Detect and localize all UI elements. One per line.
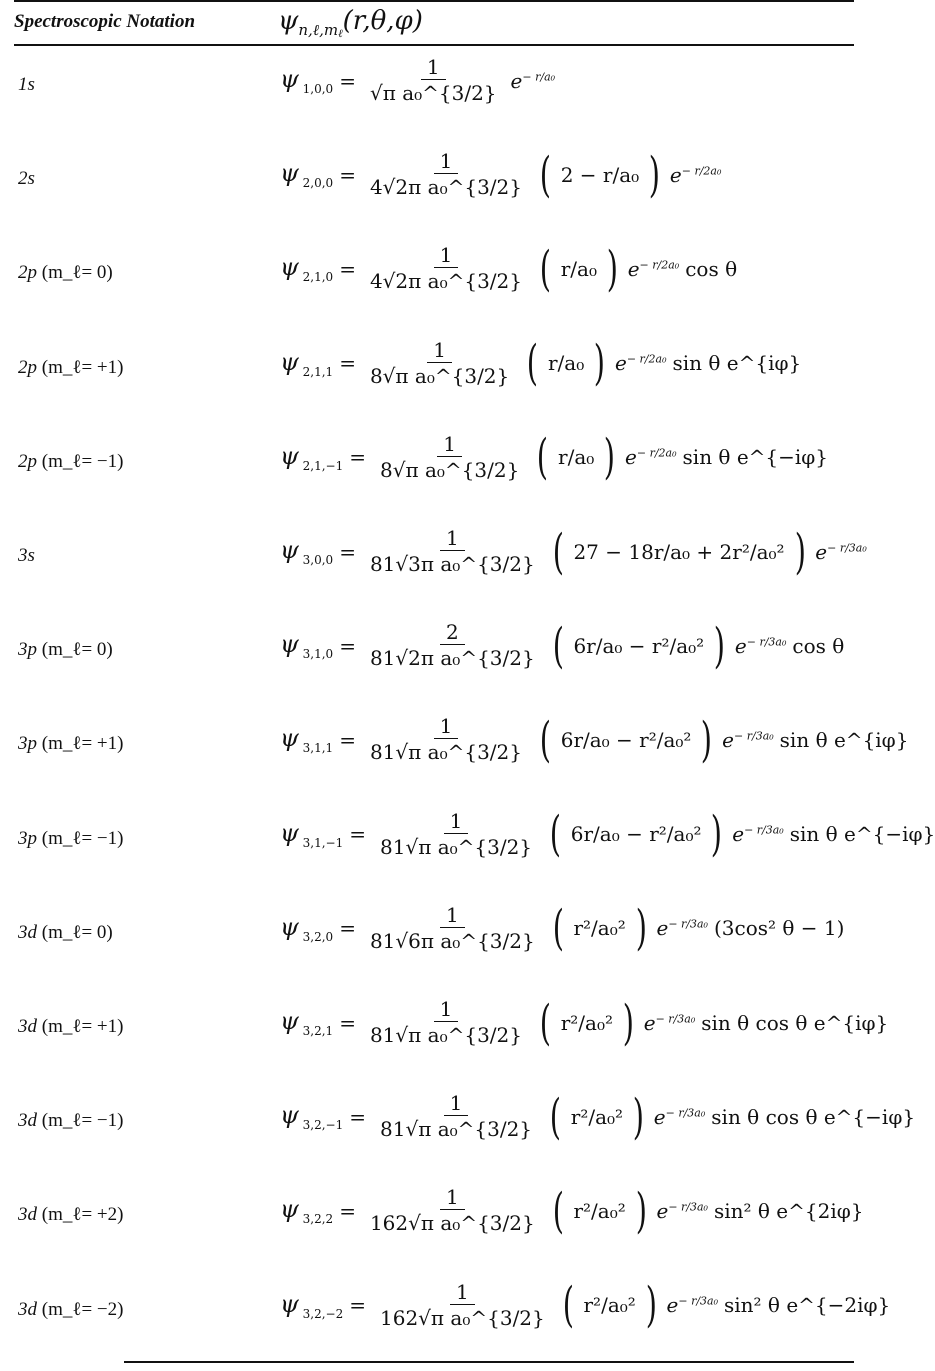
orbital-label: [18, 357, 123, 379]
left-paren: (: [549, 1088, 562, 1145]
coefficient-numerator: 1: [440, 904, 465, 928]
psi-symbol: ψ $_{3,1,-1}$: [280, 818, 344, 850]
exponential-factor: $e^{- r/3a_0}$: [666, 1293, 719, 1318]
coefficient-numerator: 1: [421, 56, 446, 80]
left-paren: (: [549, 806, 562, 863]
right-paren: ): [711, 806, 723, 863]
orbital-name: 3d: [18, 1298, 37, 1320]
coefficient-denominator: 81√π a₀^{3/2}: [380, 1117, 533, 1142]
equals-sign: =: [349, 822, 366, 847]
exponential-factor: $e^{- r/2a_0}$: [627, 256, 680, 281]
orbital-label: [18, 262, 113, 284]
orbital-label: [18, 1204, 123, 1226]
coefficient-numerator: 1: [444, 1092, 469, 1116]
table-row: [0, 521, 892, 617]
wavefunction-equation: [280, 523, 867, 580]
coefficient-numerator: 1: [437, 433, 462, 457]
left-paren: (: [539, 240, 551, 297]
equals-sign: =: [339, 162, 356, 187]
radial-factor: 2 − r/a₀: [560, 162, 640, 187]
radial-factor: r/a₀: [558, 445, 595, 470]
header-wavefunction: [278, 6, 423, 40]
exponential-factor: $e^{- r/2a_0}$: [614, 351, 667, 376]
equals-sign: =: [349, 445, 366, 470]
coefficient-denominator: 81√6π a₀^{3/2}: [369, 928, 535, 953]
orbital-name: 3p: [18, 733, 37, 755]
right-paren: ): [713, 617, 726, 674]
right-paren: ): [632, 1088, 645, 1145]
coefficient-denominator: 81√π a₀^{3/2}: [369, 1023, 522, 1047]
orbital-label: [18, 639, 113, 661]
right-paren: ): [593, 335, 606, 392]
table-row: [0, 992, 892, 1088]
radial-factor: 27 − 18r/a₀ + 2r²/a₀²: [573, 539, 785, 564]
psi-symbol: ψ $_{2,0,0}$: [280, 159, 334, 191]
equals-sign: =: [339, 351, 356, 376]
magnetic-quantum-number: (m_ℓ= −1): [37, 1110, 124, 1132]
orbital-name: 3d: [18, 1016, 37, 1037]
coefficient-denominator: 81√2π a₀^{3/2}: [369, 646, 535, 671]
psi-symbol: ψ $_{2,1,-1}$: [280, 441, 344, 473]
coefficient-numerator: 1: [444, 810, 469, 834]
psi-symbol: ψ $_{3,0,0}$: [280, 536, 334, 567]
orbital-label: [18, 74, 35, 96]
orbital-name: 3p: [18, 827, 37, 849]
radial-factor: 6r/a₀ − r²/a₀²: [573, 633, 705, 658]
angular-factor: sin θ e^{iφ}: [672, 351, 802, 376]
wavefunction-equation: [280, 994, 889, 1051]
right-paren: ): [606, 240, 618, 297]
orbital-name: 2p: [18, 450, 37, 472]
exponential-factor: $e^{- r/3a_0}$: [653, 1104, 706, 1129]
header-psi-args: (r,θ,φ): [342, 6, 423, 36]
psi-subscript: 3,2,−1: [298, 1118, 344, 1133]
table-row: [0, 1086, 916, 1182]
equals-sign: =: [349, 1104, 366, 1129]
coefficient-denominator: 162√π a₀^{3/2}: [380, 1305, 545, 1330]
exponential-factor: $e^{- r/3a_0}$: [643, 1010, 696, 1035]
coefficient-numerator: 1: [427, 339, 452, 363]
wavefunction-equation: [280, 900, 845, 957]
coefficient-numerator: 1: [434, 150, 459, 174]
normalization-coefficient: [374, 810, 538, 859]
right-paren: ): [604, 429, 616, 486]
coefficient-numerator: 1: [434, 244, 459, 268]
left-paren: (: [552, 900, 564, 957]
orbital-name: 3s: [18, 545, 35, 566]
wavefunction-equation: [280, 146, 722, 203]
psi-symbol: ψ $_{3,1,1}$: [280, 724, 334, 756]
normalization-coefficient: [364, 56, 503, 105]
angular-factor: cos θ: [792, 633, 845, 658]
exponential-factor: $e^{- r/2a_0}$: [625, 445, 677, 470]
psi-subscript: 2,1,−1: [298, 458, 344, 473]
magnetic-quantum-number: (m_ℓ= 0): [37, 262, 113, 284]
psi-symbol: ψ $_{3,2,-1}$: [280, 1101, 344, 1133]
coefficient-denominator: 81√π a₀^{3/2}: [380, 834, 533, 859]
table-row: [0, 1180, 892, 1276]
table-row: [0, 238, 892, 334]
equals-sign: =: [339, 916, 356, 941]
wavefunction-equation: [280, 1088, 916, 1145]
orbital-name: 1s: [18, 74, 35, 95]
psi-subscript: 2,1,1: [298, 364, 334, 379]
radial-factor: r²/a₀²: [583, 1293, 636, 1318]
table-row: [0, 615, 892, 711]
psi-subscript: 3,2,0: [298, 929, 334, 944]
wavefunction-equation: [280, 711, 909, 768]
left-paren: (: [552, 617, 564, 674]
radial-factor: r²/a₀²: [570, 1104, 624, 1129]
normalization-coefficient: [364, 339, 515, 388]
orbital-label: [18, 1110, 123, 1132]
exponential-factor: $e^{- r/3a_0}$: [656, 1198, 708, 1223]
angular-factor: sin² θ e^{2iφ}: [713, 1198, 864, 1223]
radial-factor: r²/a₀²: [573, 1198, 626, 1223]
angular-factor: cos θ: [685, 256, 738, 281]
coefficient-denominator: 81√3π a₀^{3/2}: [369, 552, 535, 576]
angular-factor: sin θ cos θ e^{iφ}: [701, 1010, 889, 1035]
coefficient-numerator: 1: [450, 1281, 475, 1305]
wavefunction-equation: [280, 240, 738, 297]
orbital-name: 3p: [18, 639, 37, 661]
exponential-factor: $e^{- r/3a_0}$: [656, 916, 708, 941]
psi-symbol: ψ $_{3,2,-2}$: [280, 1289, 344, 1321]
orbital-label: [18, 733, 123, 755]
left-paren: (: [562, 1277, 574, 1334]
equals-sign: =: [339, 727, 356, 752]
psi-symbol: ψ $_{1,0,0}$: [280, 65, 334, 96]
normalization-coefficient: [364, 244, 528, 293]
coefficient-denominator: 8√π a₀^{3/2}: [380, 457, 520, 482]
psi-subscript: 1,0,0: [298, 81, 334, 96]
magnetic-quantum-number: (m_ℓ= +1): [37, 356, 124, 378]
normalization-coefficient: [364, 621, 541, 670]
coefficient-numerator: 2: [440, 621, 465, 645]
orbital-label: [18, 168, 35, 190]
orbital-name: 2p: [18, 262, 37, 284]
psi-subscript: 3,1,−1: [298, 835, 344, 850]
wavefunction-equation: [280, 56, 555, 105]
orbital-name: 3d: [18, 1110, 37, 1132]
psi-symbol: ψ $_{3,2,0}$: [280, 912, 334, 944]
magnetic-quantum-number: (m_ℓ= −1): [37, 827, 124, 849]
wavefunction-equation: [280, 335, 802, 392]
psi-subscript: 3,2,1: [298, 1023, 334, 1038]
coefficient-denominator: 4√2π a₀^{3/2}: [369, 269, 522, 294]
wavefunction-equation: [280, 1277, 891, 1334]
left-paren: (: [552, 1182, 564, 1239]
left-paren: (: [539, 146, 551, 203]
radial-factor: 6r/a₀ − r²/a₀²: [560, 727, 692, 752]
magnetic-quantum-number: (m_ℓ= +2): [37, 1204, 124, 1226]
psi-subscript: 3,0,0: [298, 552, 334, 567]
exponential-factor: $e^{- r/3a_0}$: [734, 633, 787, 658]
table-row: [0, 1275, 892, 1371]
angular-factor: sin² θ e^{−2iφ}: [724, 1293, 891, 1318]
orbital-name: 2p: [18, 356, 37, 378]
magnetic-quantum-number: (m_ℓ= +1): [37, 733, 124, 755]
right-paren: ): [701, 711, 713, 768]
angular-factor: sin θ cos θ e^{−iφ}: [711, 1104, 916, 1129]
orbital-label: [18, 828, 123, 850]
table-row: [0, 709, 909, 805]
orbital-name: 3d: [18, 921, 37, 943]
psi-symbol: ψ $_{3,1,0}$: [280, 630, 334, 662]
equals-sign: =: [349, 1293, 366, 1318]
table-row: [0, 427, 892, 523]
left-paren: (: [527, 335, 539, 392]
table-row: [0, 50, 892, 146]
header-notation: Spectroscopic Notation: [14, 11, 196, 32]
equals-sign: =: [339, 633, 356, 658]
normalization-coefficient: [374, 1281, 551, 1330]
right-paren: ): [648, 146, 661, 203]
orbital-name: 2s: [18, 168, 35, 190]
coefficient-denominator: 8√π a₀^{3/2}: [369, 363, 510, 388]
magnetic-quantum-number: (m_ℓ= −1): [37, 450, 124, 472]
normalization-coefficient: [364, 150, 528, 199]
left-paren: (: [539, 711, 551, 768]
header-psi: ψ: [278, 6, 299, 36]
orbital-label: [18, 545, 35, 567]
wavefunction-equation: [280, 806, 935, 863]
right-paren: ): [622, 994, 634, 1051]
radial-factor: r/a₀: [548, 351, 585, 376]
radial-factor: r/a₀: [560, 256, 597, 281]
angular-factor: sin θ e^{−iφ}: [789, 822, 935, 847]
orbital-name: 3d: [18, 1204, 37, 1226]
psi-subscript: 3,1,0: [298, 647, 334, 662]
wavefunction-equation: [280, 617, 845, 674]
psi-symbol: ψ $_{3,2,2}$: [280, 1195, 334, 1227]
right-paren: ): [794, 523, 806, 580]
normalization-coefficient: [364, 904, 541, 953]
orbital-label: [18, 1299, 123, 1321]
table-bottom-rule: [124, 1361, 854, 1363]
psi-subscript: 3,2,−2: [298, 1306, 344, 1321]
equals-sign: =: [339, 1010, 356, 1035]
table-row: [0, 144, 892, 240]
radial-factor: r²/a₀²: [573, 916, 626, 941]
table-header-rule: [14, 44, 854, 46]
left-paren: (: [552, 523, 564, 580]
psi-symbol: ψ $_{3,2,1}$: [280, 1007, 334, 1038]
magnetic-quantum-number: (m_ℓ= 0): [37, 639, 113, 661]
psi-subscript: 3,1,1: [298, 741, 334, 756]
psi-subscript: 2,0,0: [298, 176, 334, 191]
header-psi-subscript: n,ℓ,mℓ: [298, 21, 343, 40]
coefficient-denominator: 4√2π a₀^{3/2}: [369, 175, 522, 200]
coefficient-numerator: 1: [440, 527, 465, 551]
coefficient-numerator: 1: [440, 1186, 465, 1210]
wavefunction-equation: [280, 1182, 864, 1239]
normalization-coefficient: [374, 1092, 538, 1141]
normalization-coefficient: [364, 527, 541, 576]
normalization-coefficient: [364, 998, 528, 1047]
right-paren: ): [635, 1182, 647, 1239]
wavefunction-equation: [280, 429, 829, 486]
table-row: [0, 333, 892, 429]
right-paren: ): [635, 900, 647, 957]
left-paren: (: [539, 994, 551, 1051]
angular-factor: sin θ e^{−iφ}: [682, 445, 829, 470]
exponential-factor: $e^{- r/3a_0}$: [722, 727, 774, 752]
normalization-coefficient: [374, 433, 525, 482]
coefficient-denominator: 162√π a₀^{3/2}: [369, 1211, 535, 1236]
magnetic-quantum-number: (m_ℓ= 0): [37, 921, 113, 943]
coefficient-denominator: √π a₀^{3/2}: [369, 81, 497, 105]
angular-factor: (3cos² θ − 1): [713, 916, 845, 941]
normalization-coefficient: [364, 1186, 541, 1235]
orbital-label: [18, 1016, 123, 1038]
exponential-factor: $e^{- r/3a_0}$: [815, 539, 867, 564]
equals-sign: =: [339, 68, 356, 93]
table-top-rule: [14, 0, 854, 2]
exponential-factor: $e^{- r/2a_0}$: [669, 162, 722, 187]
table-row: [0, 804, 935, 900]
table-row: [0, 898, 892, 994]
orbital-label: [18, 922, 113, 944]
equals-sign: =: [339, 539, 356, 564]
magnetic-quantum-number: (m_ℓ= −2): [37, 1298, 124, 1320]
left-paren: (: [537, 429, 549, 486]
normalization-coefficient: [364, 715, 528, 764]
angular-factor: sin θ e^{iφ}: [779, 727, 909, 752]
exponential-factor: $e^{- r/a_0}$: [510, 68, 556, 93]
psi-subscript: 2,1,0: [298, 270, 334, 285]
exponential-factor: $e^{- r/3a_0}$: [732, 822, 784, 847]
radial-factor: 6r/a₀ − r²/a₀²: [570, 822, 702, 847]
radial-factor: r²/a₀²: [560, 1010, 613, 1035]
orbital-label: [18, 451, 123, 473]
coefficient-denominator: 81√π a₀^{3/2}: [369, 740, 522, 765]
coefficient-numerator: 1: [434, 998, 459, 1022]
magnetic-quantum-number: (m_ℓ= +1): [37, 1016, 124, 1037]
coefficient-numerator: 1: [434, 715, 459, 739]
psi-symbol: ψ $_{2,1,1}$: [280, 347, 334, 379]
equals-sign: =: [339, 256, 356, 281]
equals-sign: =: [339, 1198, 356, 1223]
right-paren: ): [645, 1277, 657, 1334]
psi-symbol: ψ $_{2,1,0}$: [280, 253, 334, 285]
psi-subscript: 3,2,2: [298, 1212, 334, 1227]
